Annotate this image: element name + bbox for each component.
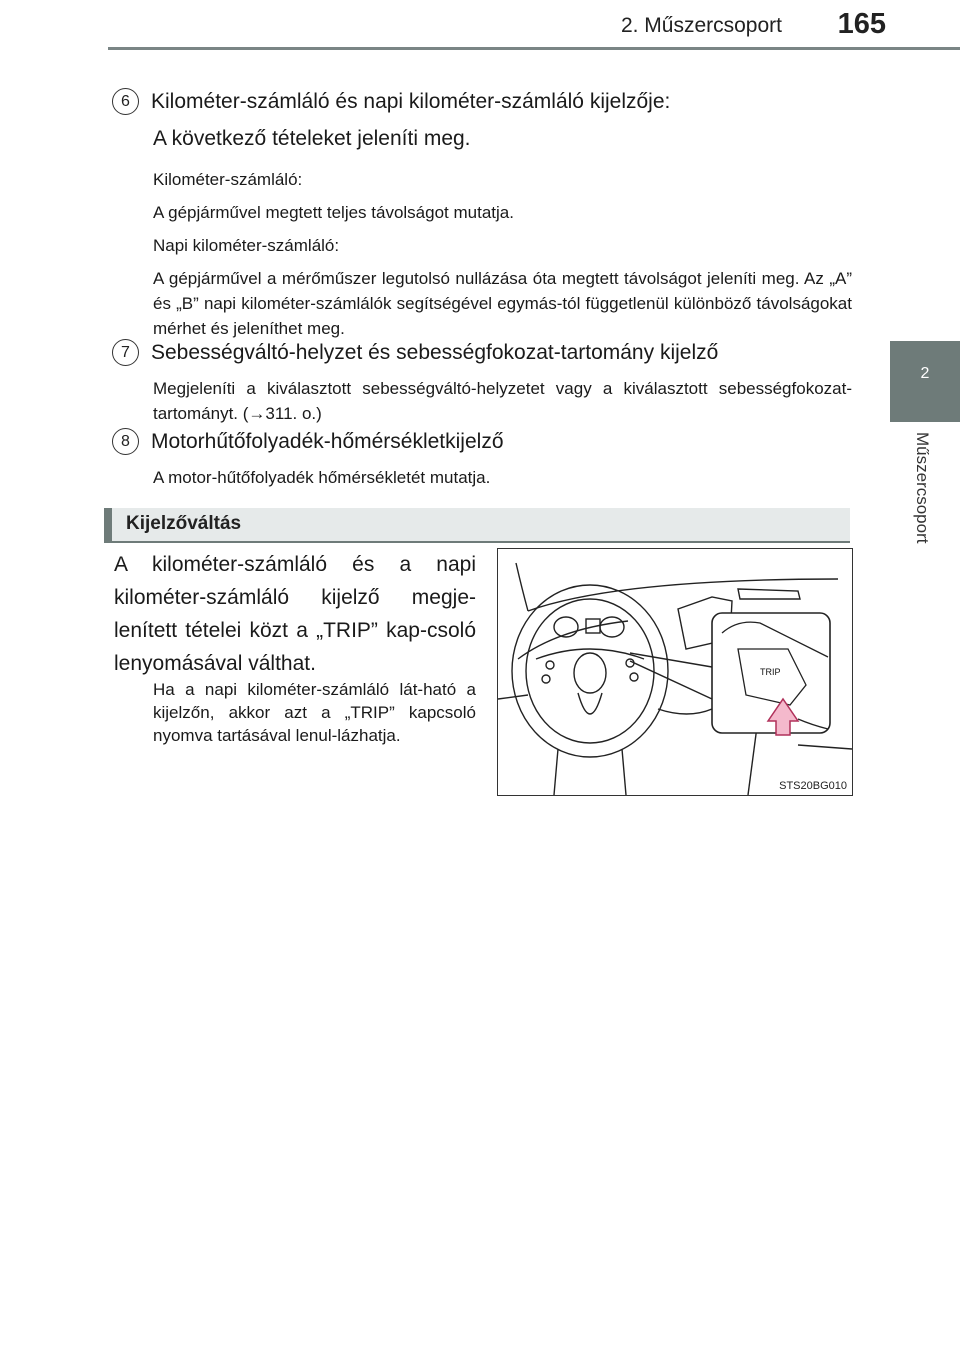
chapter-title: 2. Műszercsoport [620,14,782,37]
item-6 [112,88,852,341]
dashboard-line [518,621,628,659]
callout-pointer [630,661,712,699]
dashboard-line [498,695,528,699]
callout-pointer [630,653,712,667]
item-number-6: 6 [112,88,139,115]
section-divider [104,541,850,543]
trip-switch-illustration [497,548,853,796]
item-title: Sebességváltó-helyzet és sebességfokozat-tartomány kijelző [151,340,719,364]
item-text: Kilométer-számláló: [153,170,303,189]
gauge [600,617,624,637]
item-number-7: 7 [112,339,139,366]
item-text: Megjeleníti a kiválasztott sebességváltó-helyzetet vagy a kiválasztott sebességfokozat-tartományt. (→311. o.) [153,379,852,423]
item-subtitle: A következő tételeket jeleníti meg. [153,127,471,150]
item-text: A gépjárművel a mérőműszer legutolsó nullázása óta megtett távolságot jeleníti meg. Az „A” és „B” napi kilométer-számlálók segítségével egymás-tól függetlenül különböző távolságokat mérhet és jeleníthet meg. [153,269,852,338]
chapter-tab[interactable] [890,341,960,422]
header-divider [108,47,960,50]
dashboard-line [528,579,838,611]
section-heading [104,508,850,543]
trip-button-label: TRIP [760,667,781,677]
item-7 [112,339,852,426]
page-number: 165 [837,8,886,40]
steering-wheel [512,585,668,757]
section-title: Kijelzőváltás [126,513,242,534]
item-text: A motor-hűtőfolyadék hőmérsékletét mutatja. [153,468,491,487]
dashboard-drawing [498,549,852,795]
item-title: Motorhűtőfolyadék-hőmérsékletkijelző [151,429,504,453]
chapter-tab-number: 2 [920,365,930,382]
item-number-8: 8 [112,428,139,455]
figure-code: STS20BG010 [779,780,847,792]
item-text: Napi kilométer-számláló: [153,236,340,255]
item-title: Kilométer-számláló és napi kilométer-számláló kijelzője: [151,89,671,113]
section-note-text: Ha a napi kilométer-számláló lát-ható a kijelzőn, akkor azt a „TRIP” kapcsoló nyomva tartásával lenul-lázhatja. [153,680,476,745]
item-text: A gépjárművel megtett teljes távolságot mutatja. [153,203,514,222]
item-8 [112,428,852,490]
dashboard-line [516,563,528,611]
chapter-tab-label: Műszercsoport [913,432,932,544]
section-lead-text: A kilométer-számláló és a napi kilométer-számláló kijelző megje-lenített tételei közt a „TRIP” kap-csoló lenyomásával válthat. [114,553,476,675]
